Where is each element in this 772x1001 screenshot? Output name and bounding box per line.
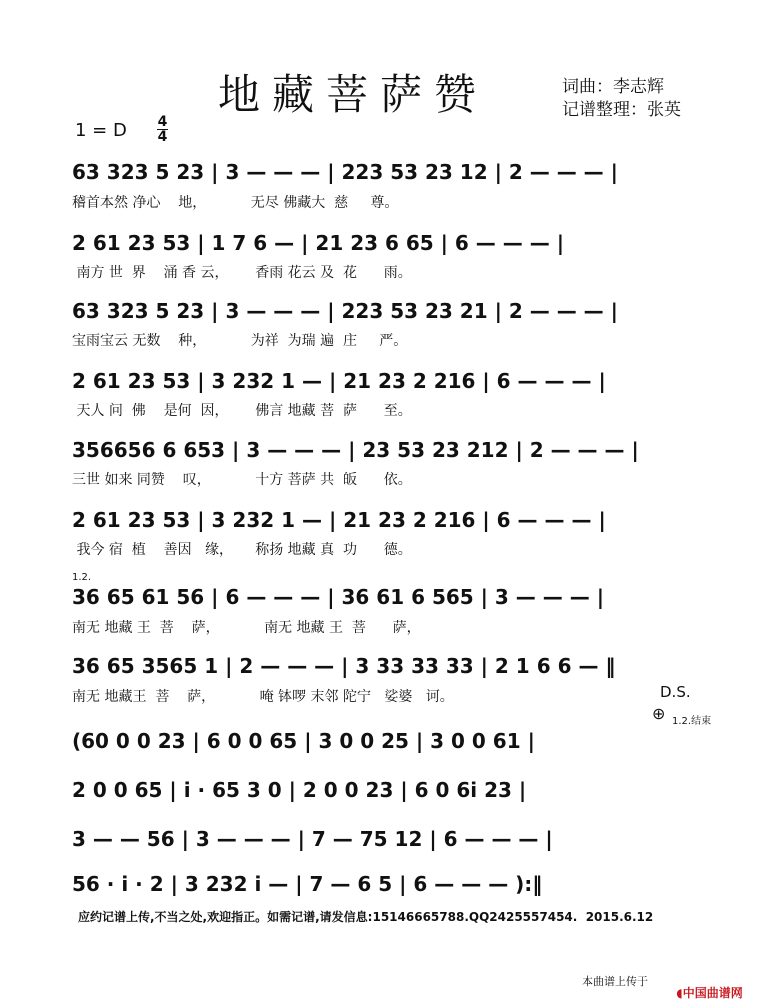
site-logo-icon: ◖	[676, 986, 683, 1000]
notes-row-5: 356656 6 653 | 3 — — — | 23 53 23 212 | 2 — — — |	[72, 438, 639, 462]
lyrics-row-1: 稽首本然 净心 地， 无尽 佛藏大 慈 尊。	[72, 195, 399, 211]
lyrics-row-7: 南无 地藏 王 菩 萨， 南无 地藏 王 菩 萨，	[72, 620, 421, 636]
lyrics-row-6: 我今 宿 植 善因 缘， 称扬 地藏 真 功 德。	[72, 542, 412, 558]
lyrics-row-5: 三世 如来 同赞 叹， 十方 菩萨 共 皈 依。	[72, 472, 412, 488]
lyrics-row-2: 南方 世 界 涌 香 云， 香雨 花云 及 花 雨。	[72, 265, 412, 281]
song-title: 地藏菩萨赞	[218, 70, 489, 119]
time-bottom: 4	[157, 129, 168, 145]
notes-row-8: 36 65 3565 1 | 2 — — — | 3 33 33 33 | 2 1 6 6 — ‖	[72, 654, 616, 678]
segno-label: 1.2.	[72, 572, 92, 583]
notes-row-9: (60 0 0 23 | 6 0 0 65 | 3 0 0 25 | 3 0 0 61 |	[72, 729, 535, 753]
key-signature: 1 = D	[75, 120, 127, 141]
site-name: 中国曲谱网	[682, 986, 743, 1000]
ds-marking: D.S.	[660, 683, 691, 701]
footer-note: 应约记谱上传,不当之处,欢迎指正。如需记谱,请发信息:15146665788.QQ2425557454. 2015.6.12	[78, 910, 654, 924]
notes-row-7: 36 65 61 56 | 6 — — — | 36 61 6 565 | 3 — — — |	[72, 585, 605, 609]
composer-credit: 词曲：李志辉	[562, 77, 664, 97]
site-logo[interactable]	[668, 970, 743, 1001]
time-signature	[157, 115, 168, 144]
lyrics-row-4: 天人 问 佛 是何 因， 佛言 地藏 菩 萨 至。	[72, 403, 412, 419]
arranger-credit: 记谱整理：张英	[562, 100, 681, 120]
lyrics-row-3: 宝雨宝云 无数 种， 为祥 为瑞 遍 庄 严。	[72, 333, 408, 349]
coda-label: 1.2.结束	[672, 716, 712, 727]
notes-row-6: 2 61 23 53 | 3 232 1 — | 21 23 2 216 | 6 — — — |	[72, 508, 606, 532]
notes-row-10: 2 0 0 65 | i · 65 3 0 | 2 0 0 23 | 6 0 6i 23 |	[72, 778, 527, 802]
time-top: 4	[157, 114, 168, 130]
notes-row-2: 2 61 23 53 | 1 7 6 — | 21 23 6 65 | 6 — — — |	[72, 231, 565, 255]
lyrics-row-8: 南无 地藏王 菩 萨， 唵 钵啰 末邻 陀宁 娑婆 诃。	[72, 689, 454, 705]
notes-row-11: 3 — — 56 | 3 — — — | 7 — 75 12 | 6 — — — |	[72, 827, 553, 851]
notes-row-12: 56 · i · 2 | 3 232 i — | 7 — 6 5 | 6 — — — ):‖	[72, 872, 543, 896]
notes-row-4: 2 61 23 53 | 3 232 1 — | 21 23 2 216 | 6 — — — |	[72, 369, 606, 393]
notes-row-1: 63 323 5 23 | 3 — — — | 223 53 23 12 | 2 — — — |	[72, 160, 618, 184]
upload-note: 本曲谱上传于	[582, 975, 648, 988]
notes-row-3: 63 323 5 23 | 3 — — — | 223 53 23 21 | 2 — — — |	[72, 299, 618, 323]
coda-icon: ⊕	[652, 704, 666, 723]
